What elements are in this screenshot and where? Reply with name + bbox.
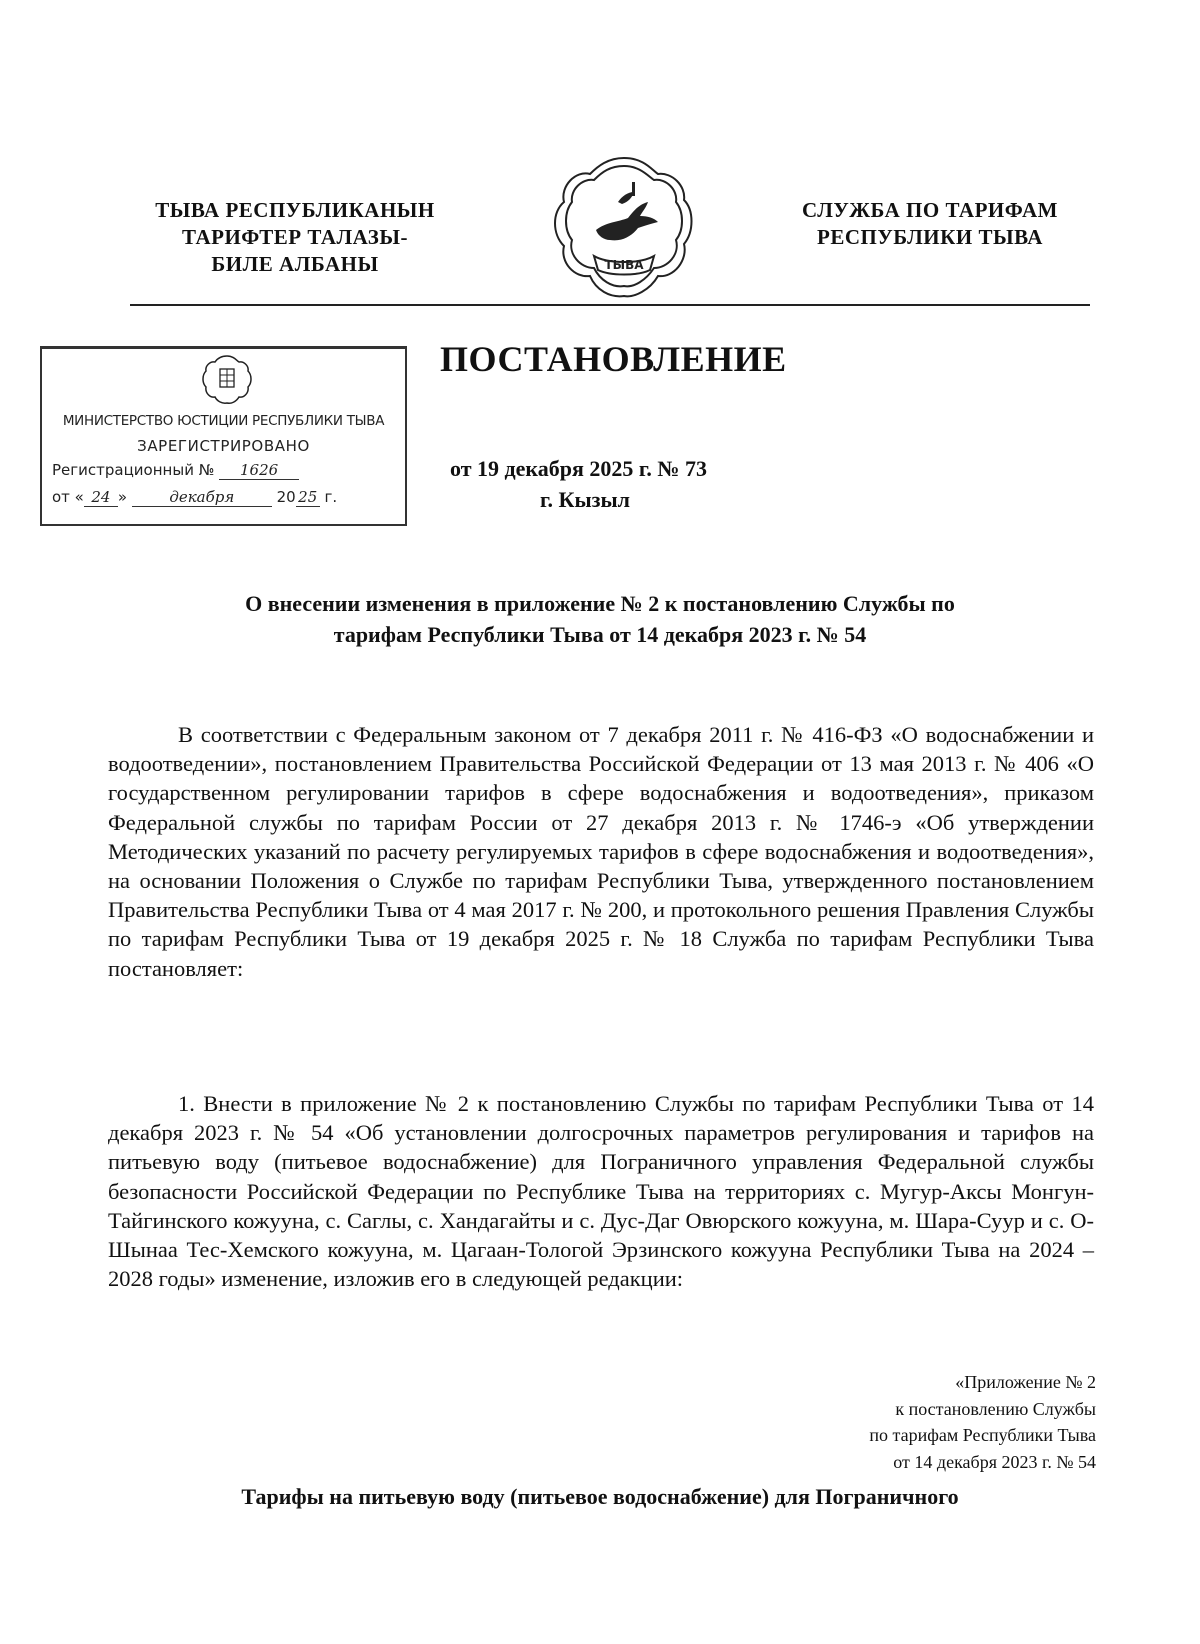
stamp-date-prefix: от « xyxy=(52,488,84,506)
subject-line: О внесении изменения в приложение № 2 к постановлению Службы по xyxy=(245,591,955,616)
stamp-date-mid: » xyxy=(117,488,128,506)
header-divider xyxy=(130,304,1090,306)
stamp-ministry-name: МИНИСТЕРСТВО ЮСТИЦИИ РЕСПУБЛИКИ ТЫВА xyxy=(62,413,385,429)
stamp-date-suffix: г. xyxy=(319,488,338,506)
stamp-emblem-icon xyxy=(201,353,253,405)
header-left-line: ТЫВА РЕСПУБЛИКАНЫН xyxy=(155,198,435,222)
stamp-regnum-value: 1626 xyxy=(219,461,299,480)
document-type-title: ПОСТАНОВЛЕНИЕ xyxy=(440,339,787,379)
document-subject xyxy=(120,588,1080,650)
registration-stamp xyxy=(40,346,407,526)
stamp-date-year-prefix: 20 xyxy=(276,488,296,506)
stamp-regnum-label: Регистрационный № xyxy=(52,461,215,479)
appendix-line: от 14 декабря 2023 г. № 54 xyxy=(893,1451,1096,1472)
header-agency-tuvan xyxy=(130,197,460,278)
stamp-registered-label: ЗАРЕГИСТРИРОВАНО xyxy=(137,437,310,455)
appendix-line: к постановлению Службы xyxy=(895,1398,1096,1419)
emblem-label: ТЫВА xyxy=(604,258,644,272)
stamp-date-month: декабря xyxy=(132,488,272,507)
tariffs-table-title: Тарифы на питьевую воду (питьевое водоснабжение) для Пограничного xyxy=(241,1484,959,1509)
document-city: г. Кызыл xyxy=(540,487,630,512)
preamble-paragraph: В соответствии с Федеральным законом от 7 декабря 2011 г. № 416-ФЗ «О водоснабжении и водоотведении», постановлением Правительства Российской Федерации от 13 мая 2013 г. № 406 «О государственном регулировании тарифов в сфере водоснабжения и водоотведения», приказом Федеральной службы по тарифам России от 27 декабря 2013 г. № 1746-э «Об утверждении Методических указаний по расчету регулируемых тарифов в сфере водоснабжения и водоотведения», на основании Положения о Службе по тарифам Республики Тыва, утвержденного постановлением Правительства Республики Тыва от 4 мая 2017 г. № 200, и протокольного решения Правления Службы по тарифам Республики Тыва от 19 декабря 2025 г. № 18 Служба по тарифам Республики Тыва постановляет: xyxy=(108,722,1094,981)
stamp-registration-date xyxy=(52,488,337,507)
item-1-paragraph: 1. Внести в приложение № 2 к постановлению Службы по тарифам Республики Тыва от 14 декабря 2023 г. № 54 «Об установлении долгосрочных параметров регулирования и тарифов на питьевую воду (питьевое водоснабжение) для Пограничного управления Федеральной службы безопасности Российской Федерации по Республике Тыва на территориях с. Мугур-Аксы Монгун-Тайгинского кожууна, с. Саглы, с. Хандагайты и с. Дус-Даг Овюрского кожууна, м. Шара-Суур и с. О-Шынаа Тес-Хемского кожууна, м. Цагаан-Тологой Эрзинского кожууна Республики Тыва на 2024 – 2028 годы» изменение, изложив его в следующей редакции: xyxy=(108,1091,1094,1292)
stamp-date-day: 24 xyxy=(84,488,118,507)
appendix-line: «Приложение № 2 xyxy=(955,1372,1096,1392)
stamp-date-year: 25 xyxy=(296,488,320,507)
appendix-line: по тарифам Республики Тыва xyxy=(869,1425,1096,1445)
header-right-line: РЕСПУБЛИКИ ТЫВА xyxy=(817,225,1043,249)
header-right-line: СЛУЖБА ПО ТАРИФАМ xyxy=(802,198,1058,222)
subject-line: тарифам Республики Тыва от 14 декабря 2023 г. № 54 xyxy=(333,622,867,647)
header-left-line: ТАРИФТЕР ТАЛАЗЫ- xyxy=(181,225,408,249)
stamp-registration-number xyxy=(52,461,299,480)
header-agency-russian xyxy=(770,197,1090,251)
document-date-number: от 19 декабря 2025 г. № 73 xyxy=(450,456,708,481)
tuva-emblem-icon xyxy=(548,152,700,304)
header-left-line: БИЛЕ АЛБАНЫ xyxy=(211,252,379,276)
appendix-reference xyxy=(869,1369,1096,1475)
